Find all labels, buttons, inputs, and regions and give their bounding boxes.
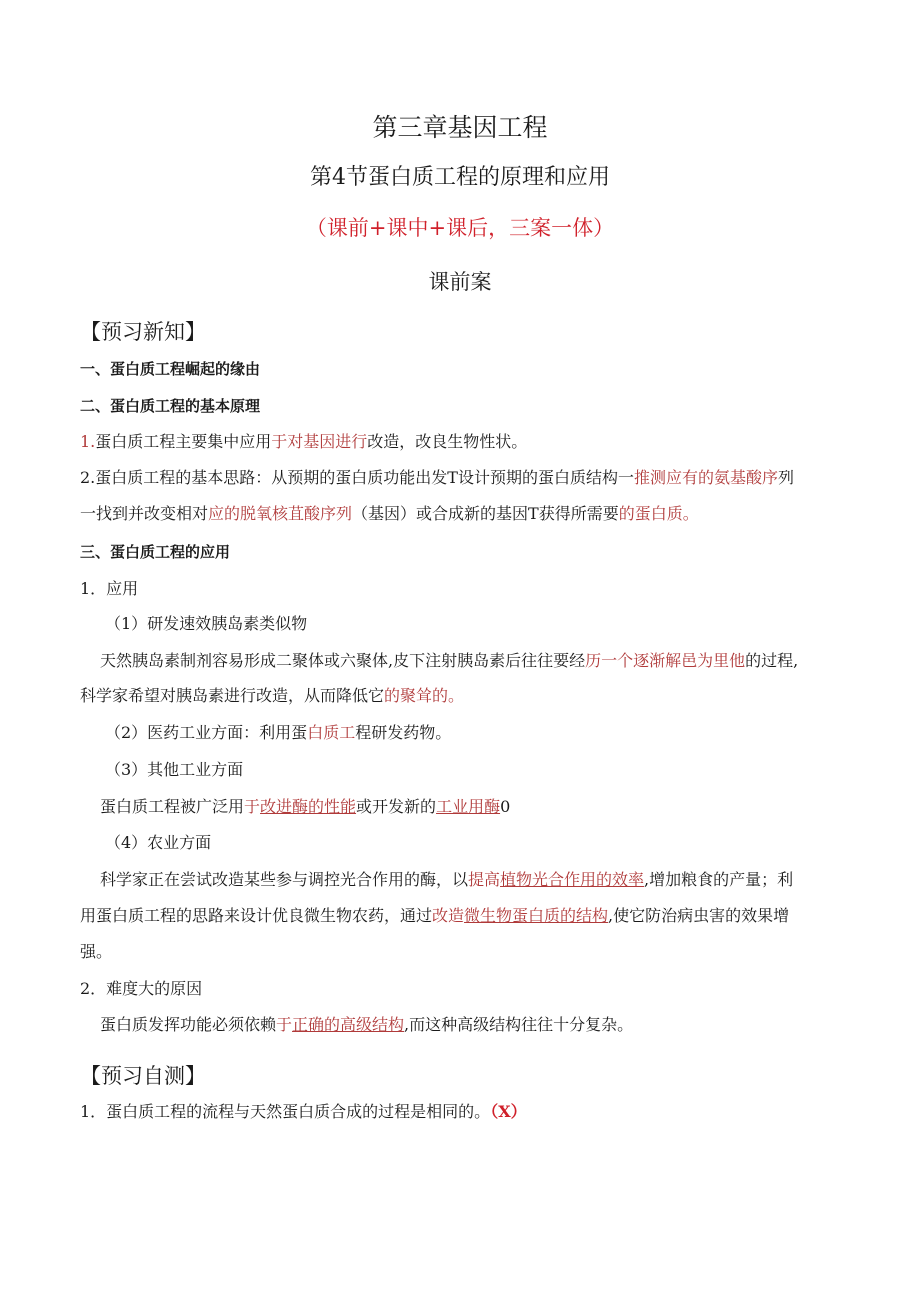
text: 改造，改良生物性状。	[367, 432, 528, 451]
text: 科学家希望对胰岛素进行改造，从而降低它	[80, 686, 385, 705]
item-3-text	[100, 796, 510, 818]
test-question-1	[80, 1101, 527, 1123]
text: （2）医药工业方面：利用蛋	[105, 723, 308, 742]
section-1-heading: 一、蛋白质工程崛起的缘由	[80, 360, 261, 378]
answer: 于	[244, 797, 261, 816]
num: 1.	[80, 432, 96, 451]
principle-line-3	[80, 503, 699, 525]
answer-mark: （X）	[490, 1102, 527, 1121]
item-2	[105, 722, 451, 744]
answer: 于	[276, 1015, 293, 1034]
answer: 的蛋白质。	[618, 504, 699, 523]
text: 2.蛋白质工程的基本思路：从预期的蛋白质功能出发T设计预期的蛋白质结构一	[80, 468, 634, 487]
part-title: 课前案	[428, 270, 492, 294]
answer: 应的脱氧核苴酸序列	[208, 504, 353, 523]
text: 列	[777, 468, 794, 487]
text: 程研发药物。	[355, 723, 452, 742]
principle-line-2	[80, 467, 794, 489]
text: ,而这种高级结构往往十分复杂。	[404, 1015, 634, 1034]
item-1-text-1	[100, 650, 798, 672]
text: （基因）或合成新的基因T获得所需要	[352, 504, 619, 523]
answer: 提高	[468, 870, 501, 889]
text: 科学家正在尝试改造某些参与调控光合作用的酶，以	[100, 870, 469, 889]
item-4-text-2	[80, 905, 789, 927]
answer-underlined: 改进酶的性能	[260, 797, 357, 816]
application-label: 1．应用	[80, 579, 139, 598]
answer: 的聚耸的。	[384, 686, 465, 705]
answer-underlined: 植物光合作用的效率	[500, 870, 645, 889]
answer: 推测应有的氨基酸序	[633, 468, 778, 487]
text: 的过程,	[745, 651, 799, 670]
text: 蛋白质工程主要集中应用	[95, 432, 272, 451]
text: 用蛋白质工程的思路来设计优良微生物农药，通过	[80, 906, 433, 925]
test-heading: 【预习自测】	[80, 1064, 206, 1088]
item-4-heading: （4）农业方面	[105, 833, 212, 852]
subtitle-red: （课前+课中+课后，三案一体）	[305, 216, 615, 240]
difficulty-text	[100, 1014, 633, 1036]
item-4-text-3: 强。	[80, 942, 113, 961]
preview-heading: 【预习新知】	[80, 320, 206, 344]
item-3-heading: （3）其他工业方面	[105, 760, 244, 779]
text: 一找到并改变相对	[80, 504, 209, 523]
answer-underlined: 工业用酶	[436, 797, 501, 816]
answer: 改造	[432, 906, 465, 925]
answer: 白质工	[307, 723, 356, 742]
answer-underlined: 正确的高级结构	[292, 1015, 405, 1034]
item-1-heading: （1）研发速效胰岛素类似物	[105, 614, 308, 633]
item-1-text-2	[80, 685, 464, 707]
chapter-title: 第三章基因工程	[372, 113, 548, 142]
section-3-heading: 三、蛋白质工程的应用	[80, 543, 231, 561]
principle-line-1	[80, 431, 527, 453]
question-text: 1．蛋白质工程的流程与天然蛋白质合成的过程是相同的。	[80, 1102, 491, 1121]
section-title: 第4节蛋白质工程的原理和应用	[310, 165, 610, 190]
answer: 于对基因进行	[271, 432, 368, 451]
item-4-text-1	[100, 869, 793, 891]
section-2-heading: 二、蛋白质工程的基本原理	[80, 397, 261, 415]
text: ,增加粮食的产量；利	[644, 870, 794, 889]
difficulty-label: 2．难度大的原因	[80, 979, 203, 998]
answer-underlined: 微生物蛋白质的结构	[464, 906, 609, 925]
text: 蛋白质发挥功能必须依赖	[100, 1015, 277, 1034]
text: ,使它防治病虫害的效果增	[608, 906, 790, 925]
text: 0	[500, 797, 511, 816]
answer: 历一个逐渐解邑为里他	[585, 651, 746, 670]
text: 天然胰岛素制剂容易形成二聚体或六聚体,皮下注射胰岛素后往往要经	[100, 651, 586, 670]
text: 或开发新的	[356, 797, 437, 816]
text: 蛋白质工程被广泛用	[100, 797, 245, 816]
